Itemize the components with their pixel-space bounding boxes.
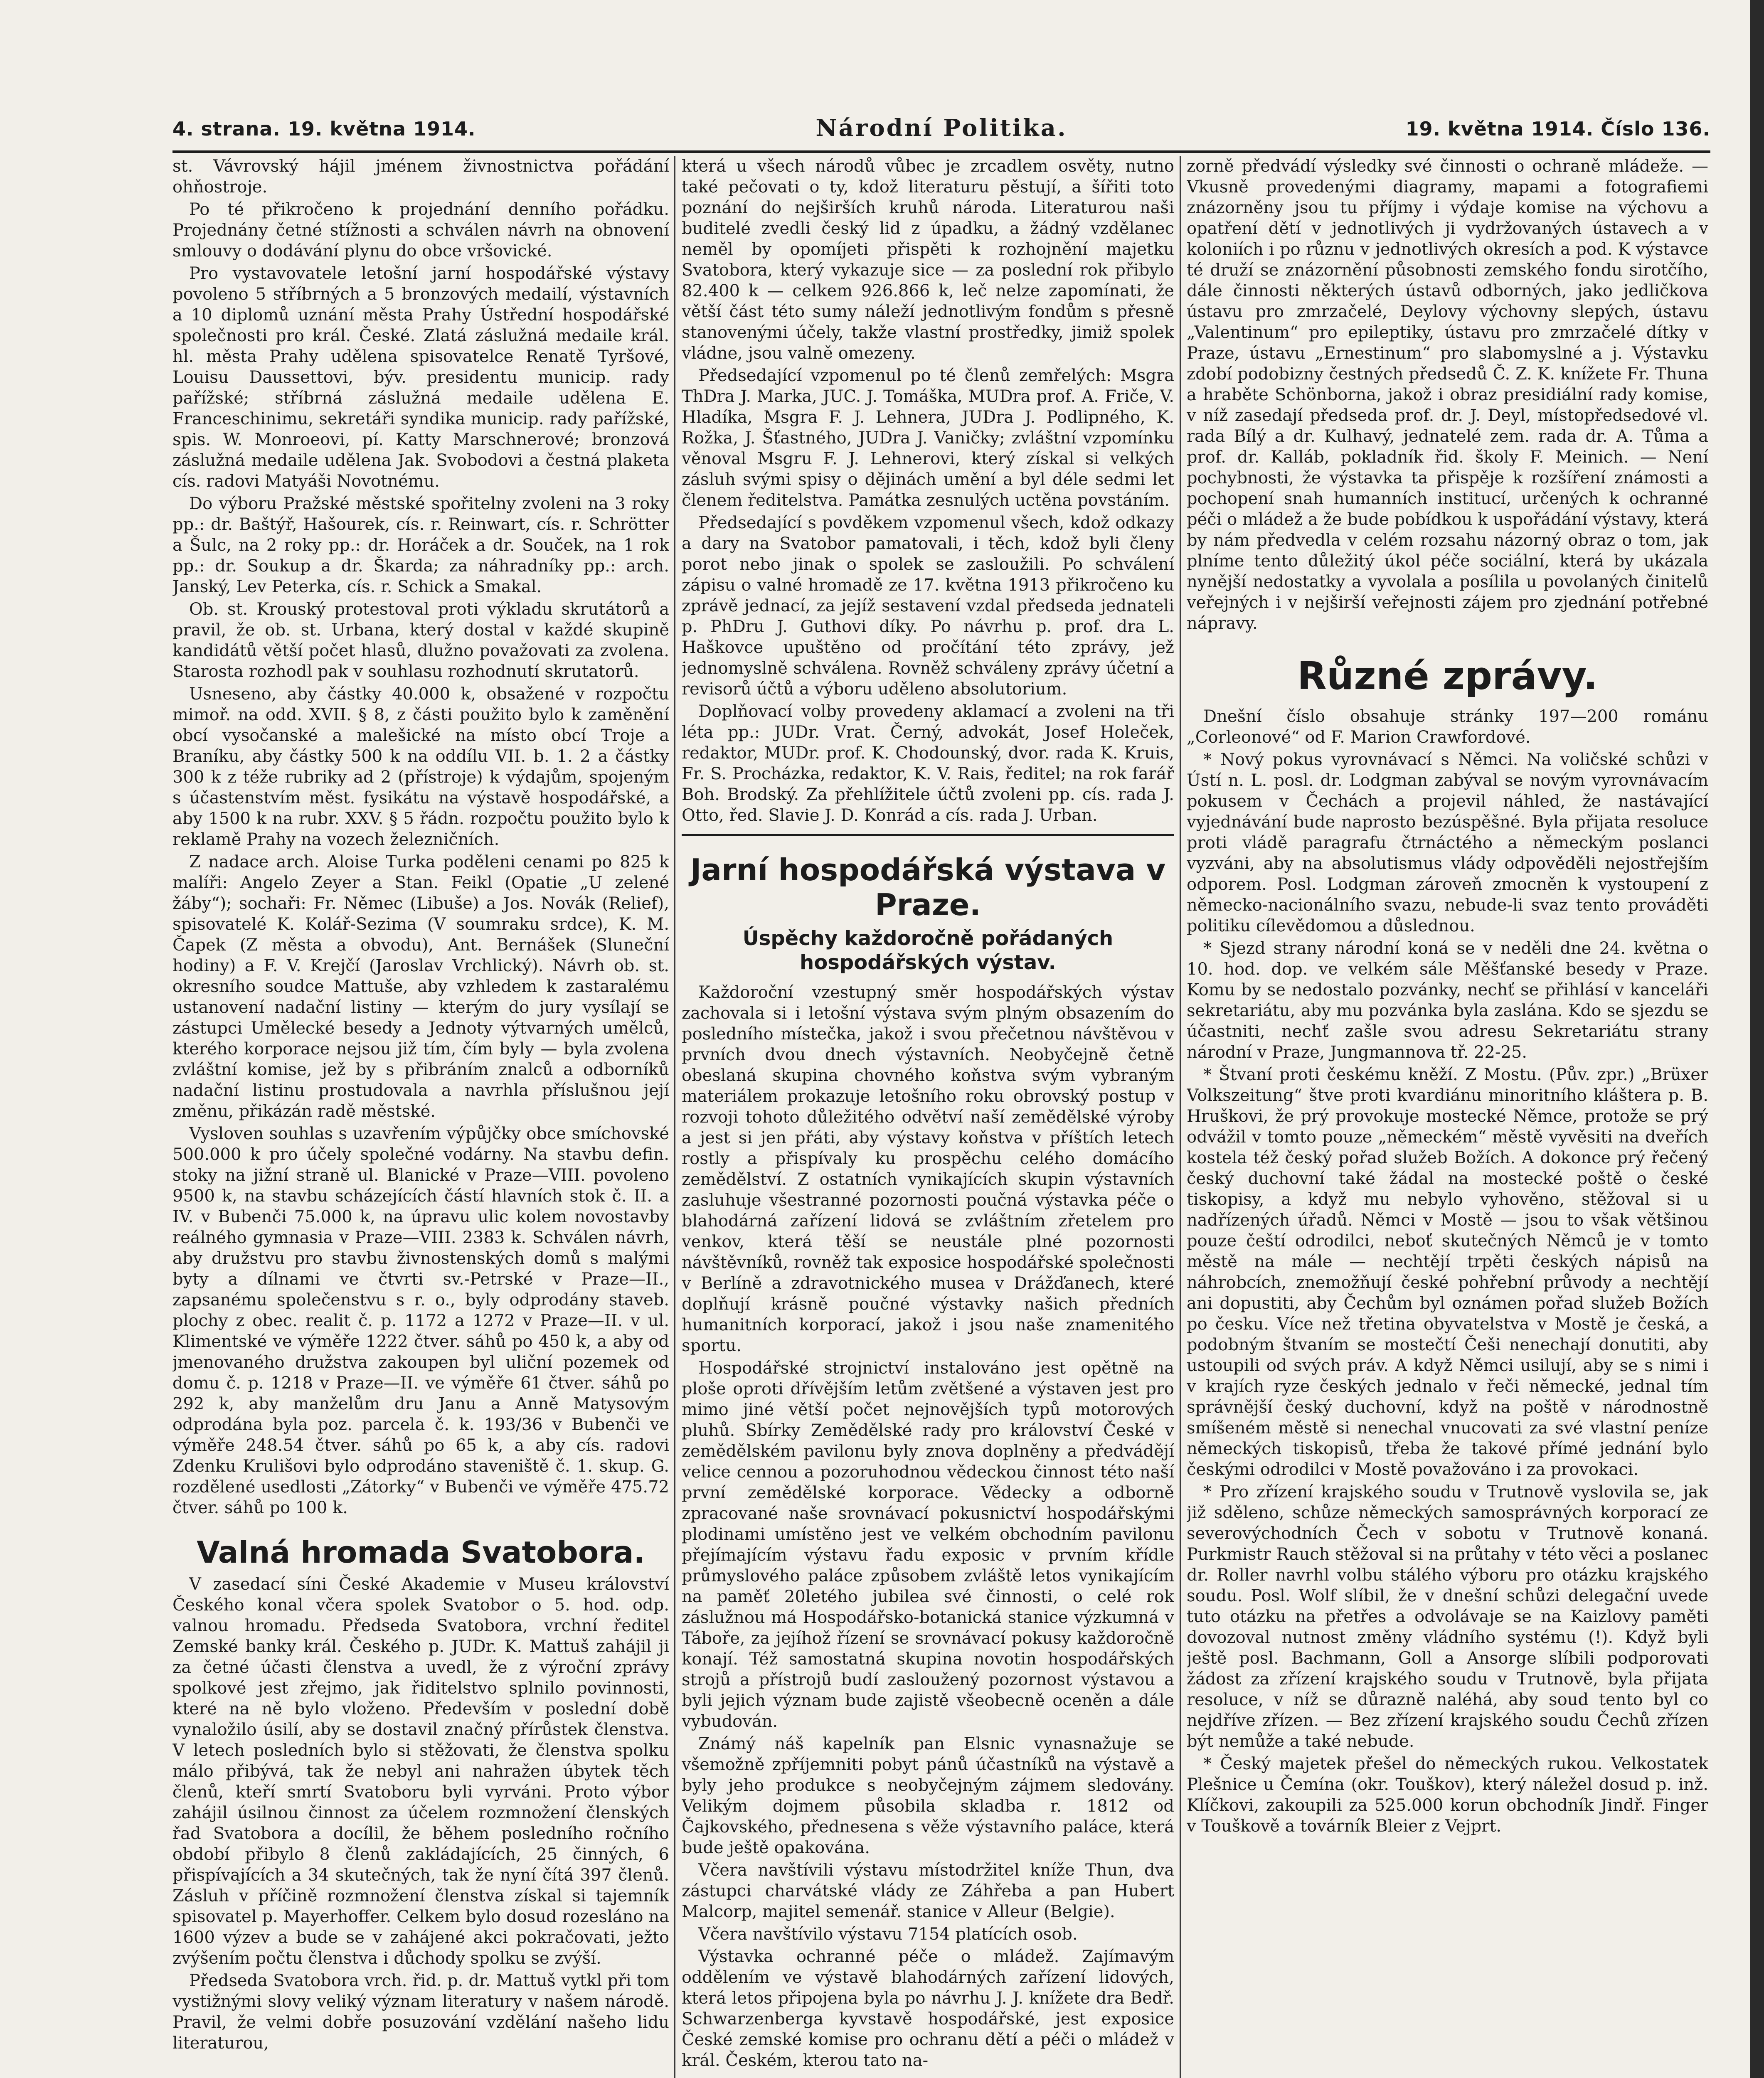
header-issue-number: 19. května 1914. Číslo 136. bbox=[1405, 118, 1710, 140]
article-paragraph: * Pro zřízení krajského soudu v Trutnově vyslovila se, jak již sděleno, schůze německých samosprávných korporací ze severovýchodních Čech v sobotu v Trutnově konaná. Purkmistr Rauch stěžoval si na průtahy v této věci a poslanec dr. Roller navrhl volbu stálého výboru pro otázku krajského soudu. Posl. Wolf slíbil, že v dnešní schůzi delegační uvede tuto otázku na přetřes a odvolávaje se na Kaizlovy paměti dovozoval nutnost změny vládního systému (!). Když byli ještě posl. Bachmann, Goll a Ansorge slíbili podporovati žádost za zřízení krajského soudu v Trutnově, byla přijata resoluce, v níž se důrazně naléhá, aby soud tento byl co nejdříve zřízen. — Bez zřízení krajského soudu Čechů zřízen být nemůže a také nebude. bbox=[1187, 1482, 1708, 1751]
article-subheading: Úspěchy každoročně pořádaných hospodářských výstav. bbox=[742, 927, 1114, 974]
column-divider bbox=[674, 156, 675, 2078]
section-rule bbox=[682, 834, 1174, 836]
article-paragraph: Vysloven souhlas s uzavřením výpůjčky obce smíchovské 500.000 k pro účely společné vodárny. Na stavbu defin. stoky na jižní straně ul. Blanické v Praze—VIII. povoleno 9500 k, na stavbu scházejících částí hlavních stok č. II. a IV. v Bubenči 75.000 k, na úpravu ulic kolem novostavby reálného gymnasia v Praze—VIII. 2383 k. Schválen návrh, aby družstvu pro stavbu živnostenských domů s malými byty a dílnami ve čtvrti sv.-Petrské v Praze—II., zapsanému společenstvu s r. o., byly odprodány staveb. plochy z obec. realit č. p. 1172 a 1272 v Praze—II. v ul. Klimentské ve výměře 1222 čtver. sáhů po 450 k, a aby od jmenovaného družstva zakoupen byl uliční pozemek od domu č. p. 1218 v Praze—II. ve výměře 61 čtver. sáhů po 292 k, aby manželům dru Janu a Anně Matysovým odprodána byla poz. parcela č. k. 193/36 v Bubenči ve výměře 248.54 čtver. sáhů po 65 k, a aby cís. radovi Zdenku Krulišovi bylo odprodáno staveniště č. 1. skup. G. rozdělené usedlosti „Zátorky“ v Bubenči ve výměře 475.72 čtver. sáhů po 100 k. bbox=[172, 1124, 669, 1517]
article-paragraph: která u všech národů vůbec je zrcadlem osvěty, nutno také pečovati o ty, kdož literaturu pěstují, a šířiti toto poznání do nejširších kruhů národa. Literaturou naši buditelé zvedli český lid z úpadku, a žádný vzdělanec neměl by opomíjeti přispěti k rozhojnění majetku Svatobora, který vykazuje sice — za poslední rok přibylo 82.400 k — celkem 926.866 k, leč nelze zapomínati, že větší část této sumy náleží jednotlivým fondům s přesně stanovenými účely, takže vlastní prostředky, jimiž spolek vládne, jsou valně omezeny. bbox=[682, 157, 1174, 363]
article-paragraph: Předsedající s povděkem vzpomenul všech, kdož odkazy a dary na Svatobor pamatovali, i těch, kdož byli členy porot nebo jinak o spolek se zasloužili. Po schválení zápisu o valné hromadě ze 17. května 1913 přikročeno ku zprávě jednací, za jejíž sestavení vzdal předseda jednateli p. PhDru J. Guthovi díky. Po návrhu p. prof. dra L. Haškovce upuštěno od pročítání této zprávy, jež jednomyslně schválena. Rovněž schváleny zprávy účetní a revisorů účtů a výboru uděleno absolutorium. bbox=[682, 513, 1174, 699]
article-heading: Valná hromada Svatobora. bbox=[197, 1535, 645, 1570]
article-paragraph: st. Vávrovský hájil jménem živnostnictva pořádání ohňostroje. bbox=[172, 157, 669, 197]
article-paragraph: Předseda Svatobora vrch. řid. p. dr. Mattuš vytkl při tom vystižnými slovy veliký význam literatury v našem národě. Pravil, že velmi dobře posuzování vzdělání našeho lidu literaturou, bbox=[172, 1971, 669, 2053]
article-paragraph: Do výboru Pražské městské spořitelny zvoleni na 3 roky pp.: dr. Baštýř, Hašourek, cís. r. Reinwart, cís. r. Schrötter a Šulc, na 2 roky pp.: dr. Horáček a dr. Souček, na 1 rok pp.: dr. Soukup a dr. Škarda; za náhradníky pp.: arch. Janský, Lev Peterka, cís. r. Schick a Smakal. bbox=[172, 494, 669, 596]
scan-edge bbox=[1750, 0, 1764, 2078]
article-paragraph: * Sjezd strany národní koná se v neděli dne 24. května o 10. hod. dop. ve velkém sále Měšťanské besedy v Praze. Komu by se nedostalo pozvánky, nechť se přihlásí v kanceláři sekretariátu, aby mu pozvánka byla zaslána. Kdo se sjezdu se účastniti, nechť zašle svou adresu Sekretariátu strany národní v Praze, Jungmannova tř. 22-25. bbox=[1187, 939, 1708, 1062]
article-paragraph: Hospodářské strojnictví instalováno jest opětně na ploše oproti dřívějším letům zvětšené a výstaven jest pro mimo jiné větší počet nejnovějších typů motorových pluhů. Sbírky Zemědělské rady pro království České v zemědělském pavilonu byly znova doplněny a předvádějí velice cennou a pozoruhodnou vědeckou činnost této naší první zemědělské korporace. Vědecky a odborně zpracované naše srovnávací pokusnictví hospodářskými plodinami umístěno jest ve velkém obchodním pavilonu přejímajícím výstavu řadu exposic v prvním křídle průmyslového paláce způsobem zvláště letos vynikajícím na paměť 20letého jubilea své činnosti, o celé rok záslužnou má Hospodářsko-botanická stanice výzkumná v Táboře, za jejíhož řízení se srovnávací pokusy každoročně konají. Též samostatná skupina novotin hospodářských strojů a přístrojů budí zasloužený pozornost výstavou a byli jejich význam bude zajistě všeobecně oceněn a dále vybudován. bbox=[682, 1359, 1174, 1731]
article-paragraph: Každoroční vzestupný směr hospodářských výstav zachovala si i letošní výstava svým plným obsazením do posledního místečka, jakož i svou přečetnou návštěvou v prvních dvou dnech výstavních. Neobyčejně četně obeslaná skupina chovného koňstva svým vybraným materiálem prokazuje letošního roku obrovský postup v rozvoji tohoto důležitého odvětví naší zemědělské výroby a jest si jen přáti, aby výstavy koňstva v příštích letech rostly a přispívaly ku prospěchu celého domácího zemědělství. Z ostatních vynikajících skupin výstavních zasluhuje všestranné pozornosti poučná výstavka péče o blahodárná zařízení lidová se zvláštním zřetelem pro venkov, která těší se neustále plné pozornosti návštěvníků, rovněž tak exposice hospodářské společnosti v Berlíně a zdravotnického musea v Drážďanech, které doplňují krásně poučné výstavky našich předních humanitních korporací, jakož i jsou naše znamenitého sportu. bbox=[682, 983, 1174, 1355]
section-heading: Různé zprávy. bbox=[1297, 654, 1598, 698]
header-rule bbox=[172, 150, 1710, 153]
article-paragraph: Usneseno, aby částky 40.000 k, obsažené v rozpočtu mimoř. na odd. XVII. § 8, z části použito bylo k zaměnění obcí vysočanské a malešické na místo obcí Troje a Braníku, aby částky 500 k na oddílu VII. b. 1. 2 a částky 300 k z téže rubriky ad 2 (přístroje) k výdajům, spojeným s účastenstvím měst. fysikátu na výstavě hospodářské, a aby 1500 k na rubr. XXV. § 5 řádn. rozpočtu použito bylo k reklamě Prahy na vozech železničních. bbox=[172, 684, 669, 849]
article-paragraph: Dnešní číslo obsahuje stránky 197—200 románu „Corleonové“ od F. Marion Crawfordové. bbox=[1187, 707, 1708, 747]
article-paragraph: * Český majetek přešel do německých rukou. Velkostatek Plešnice u Čemína (okr. Touškov), který náležel dosud p. inž. Klíčkovi, zakoupili za 525.000 korun obchodník Jindř. Finger v Touškově a továrník Bleier z Vejprt. bbox=[1187, 1754, 1708, 1836]
article-paragraph: Známý náš kapelník pan Elsnic vynasnažuje se všemožně zpříjemniti pobyt pánů účastníků na výstavě a byly jeho produkce s neobyčejným zájmem sledovány. Velikým dojmem působila skladba r. 1812 od Čajkovského, přednesena s věže výstavního paláce, která bude ještě opakována. bbox=[682, 1734, 1174, 1857]
article-paragraph: Z nadace arch. Aloise Turka poděleni cenami po 825 k malíři: Angelo Zeyer a Stan. Feikl (Opatie „U zelené žáby“); sochaři: Fr. Němec (Libuše) a Jos. Novák (Relief), spisovatelé K. Kolář-Sezima (V soumraku srdce), K. M. Čapek (Z města a obvodu), Ant. Bernášek (Sluneční hodiny) a F. V. Krejčí (Jaroslav Vrchlický). Návrh ob. st. okresního soudce Mattuše, aby vzhledem k zastaralému ustanovení nadační listiny — kterým do jury vysílají se zástupci Umělecké besedy a Jednoty výtvarných umělců, kterého korporace nejsou již tím, čím byly — byla zvolena zvláštní komise, jež by s přibráním znalců a odborníků nadační listinu prostudovala a navrhla příslušnou její změnu, přikázán radě městské. bbox=[172, 852, 669, 1121]
column-divider bbox=[1180, 156, 1181, 2078]
article-paragraph: Po té přikročeno k projednání denního pořádku. Projednány četné stížnosti a schválen návrh na obnovení smlouvy o dodávání plynu do obce vršovické. bbox=[172, 200, 669, 261]
article-paragraph: Pro vystavovatele letošní jarní hospodářské výstavy povoleno 5 stříbrných a 5 bronzových medailí, výstavních a 10 diplomů uznání města Prahy Ústřední hospodářské společnosti pro král. České. Zlatá záslužná medaile král. hl. města Prahy udělena spisovatelce Renatě Tyršové, Louisu Daussettovi, býv. presidentu municip. rady pařížské; stříbrná záslužná medaile udělena E. Franceschinimu, sekretáři syndika municip. rady pařížské, spis. W. Monroeovi, pí. Katty Marschnerové; bronzová záslužná medaile udělena Jak. Svobodovi a čestná plaketa cís. radovi Matyáši Novotnému. bbox=[172, 264, 669, 491]
article-paragraph: Výstavka ochranné péče o mládež. Zajímavým oddělením ve výstavě blahodárných zařízení lidových, která letos připojena byla po návrhu J. J. knížete dra Bedř. Schwarzenberga kyvstavě hospodářské, jest exposice České zemské komise pro ochranu dětí a péči o mládež v král. Českém, kterou tato na- bbox=[682, 1947, 1174, 2070]
page-header bbox=[172, 114, 1710, 148]
article-paragraph: Včera navštívili výstavu místodržitel kníže Thun, dva zástupci charvátské vlády ze Záhřeba a pan Hubert Malcorp, majitel semenář. stanice v Alleur (Belgie). bbox=[682, 1861, 1174, 1921]
article-paragraph: zorně předvádí výsledky své činnosti o ochraně mládeže. — Vkusně provedenými diagramy, mapami a fotografiemi znázorněny jsou tu příjmy i výdaje komise na výchovu a opatření dětí v jednotlivých ji vydržovaných ústavech a v koloniích i po různu v jednotlivých okresích a pod. K výstavce té druží se znázornění působnosti zemského fondu sirotčího, dále činnosti některých ústavů odborných, jako jedličkova ústavu pro zmrzačelé, Deylovy výchovny slepých, ústavu „Valentinum“ pro epileptiky, ústavu pro zmrzačelé dítky v Praze, ústavu „Ernestinum“ pro slabomyslné a j. Výstavku zdobí podobizny čestných předsedů Č. Z. K. knížete Fr. Thuna a hraběte Schönborna, jakož i obraz presidiální rady komise, v níž zasedají předseda prof. dr. J. Deyl, místopředsedové vl. rada Bílý a dr. Kulhavý, jednatelé zem. rada dr. A. Tůma a prof. dr. Kalláb, pokladník řid. školy F. Meinich. — Není pochybnosti, že výstavka ta přispěje k rozšíření známosti a pochopení snah humanních institucí, určených k ochranné péči o mládež a že bude pobídkou k uspořádání výstavy, která by nám předvedla v celém rozsahu názorný obraz o tom, jak plníme tento důležitý úkol péče sociální, která by ukázala nynější nedostatky a vyvolala a posílila u povolaných činitelů veřejných i v nejširší veřejnosti zájem pro zjednání potřebné nápravy. bbox=[1187, 157, 1708, 633]
masthead-title: Národní Politika. bbox=[815, 114, 1067, 142]
column-2 bbox=[682, 156, 1174, 2078]
article-paragraph: * Nový pokus vyrovnávací s Němci. Na voličské schůzi v Ústí n. L. posl. dr. Lodgman zabýval se novým vyrovnávacím pokusem v Čechách a projevil náhled, že nastávající vyjednávání bude naprosto bezúspěšné. Byla přijata resoluce proti vládě paragrafu čtrnáctého a německým poslanci vyzváni, aby na absolutismus vlády odpověděli nejostřejším odporem. Posl. Lodgman zároveň zmocněn k vystoupení z německo-nacionálního svazu, nebude-li svaz tento prováděti politiku cílevědomou a důslednou. bbox=[1187, 750, 1708, 936]
article-paragraph: V zasedací síni České Akademie v Museu království Českého konal včera spolek Svatobor o 5. hod. odp. valnou hromadu. Předseda Svatobora, vrchní ředitel Zemské banky král. Českého p. JUDr. K. Mattuš zahájil ji za četné účasti členstva a uvedl, že z výroční zprávy spolkové jest zřejmo, jak řiditelstvo splnilo povinnosti, které na ně bylo vloženo. Především v poslední době vynaložilo úsilí, aby se dostavil značný přírůstek členstva. V letech posledních bylo si stěžovati, že členstva spolku málo přibývá, tak že nebyl ani nahražen úbytek těch členů, kteří smrtí Svatoboru byli vyrváni. Proto výbor zahájil úsilnou činnost za účelem rozmnožení členských řad Svatobora a docílil, že během posledního ročního období přibylo 8 členů zakládajících, 25 činných, 6 přispívajících a 34 skutečných, tak že nyní čítá 397 členů. Zásluh v příčině rozmnožení členstva získal si tajemník spisovatel p. Mayerhoffer. Celkem bylo dosud rozesláno na 1600 výzev a bude se v zahájené akci pokračovati, ježto zvýšením počtu členstva i důchody spolku se zvýší. bbox=[172, 1575, 669, 1968]
article-paragraph: * Štvaní proti českému kněží. Z Mostu. (Pův. zpr.) „Brüxer Volkszeitung“ štve proti kvardiánu minoritního kláštera p. B. Hruškovi, že prý provokuje mostecké Němce, protože se prý odvážil v tomto pouze „německém“ městě vyvěsiti na dveřích kostela též český pořad služeb Božích. A dokonce prý řečený český duchovní také žádal na mostecké poště o české tiskopisy, a když mu nebylo vyhověno, stěžoval si u nadřízených úřadů. Němci v Mostě — jsou to však většinou pouze čeští odrodilci, neboť skutečných Němců je v tomto městě na mále — nechtějí trpěti českých nápisů na náhrobcích, znemožňují české pohřební průvody a nechtějí ani dopustiti, aby Čechům byl oznámen pořad služeb Božích po česku. Více než třetina obyvatelstva v Mostě je česká, a podobným štvaním se mostečtí Češi nenechají donutiti, aby ustoupili od svých práv. A když Němci usilují, aby se s nimi i v krajích ryze českých jednalo v řeči německé, jednal tím správnější český duchovní, když na poště v národnostně smíšeném městě si nenechal vnucovati za své vlastní peníze německých tiskopisů, třeba že takové přímé jednání bylo českými odrodilci v Mostě považováno i za provokaci. bbox=[1187, 1065, 1708, 1479]
column-1 bbox=[172, 156, 669, 2078]
article-paragraph: Doplňovací volby provedeny aklamací a zvoleni na tři léta pp.: JUDr. Vrat. Černý, advokát, Josef Holeček, redaktor, MUDr. prof. K. Chodounský, dvor. rada K. Kruis, Fr. S. Procházka, redaktor, K. V. Rais, ředitel; na rok farář Boh. Brodský. Za přehlížitele účtů zvoleni pp. cís. rada J. Otto, řed. Slavie J. D. Konrád a cís. rada J. Urban. bbox=[682, 702, 1174, 825]
article-paragraph: Předsedající vzpomenul po té členů zemřelých: Msgra ThDra J. Marka, JUC. J. Tomáška, MUDra prof. A. Friče, V. Hladíka, Msgra F. J. Lehnera, JUDra J. Podlipného, K. Rožka, J. Šťastného, JUDra J. Vaničky; zvláštní vzpomínku věnoval Msgru F. J. Lehnerovi, který získal si velkých zásluh svými spisy o dějinách umění a byl déle sedmi let členem ředitelstva. Památka zesnulých uctěna povstáním. bbox=[682, 366, 1174, 510]
column-3 bbox=[1187, 156, 1708, 2078]
article-paragraph: Ob. st. Krouský protestoval proti výkladu skrutátorů a pravil, že ob. st. Urbana, který dostal v každé skupině kandidátů větší počet hlasů, dlužno považovati za zvolena. Starosta rozhodl pak v souhlasu rozhodnutí skrutatorů. bbox=[172, 600, 669, 681]
article-heading: Jarní hospodářská výstava v Praze. bbox=[690, 852, 1166, 922]
article-paragraph: Včera navštívilo výstavu 7154 platících osob. bbox=[698, 1925, 1078, 1944]
header-page-date: 4. strana. 19. května 1914. bbox=[172, 118, 476, 140]
